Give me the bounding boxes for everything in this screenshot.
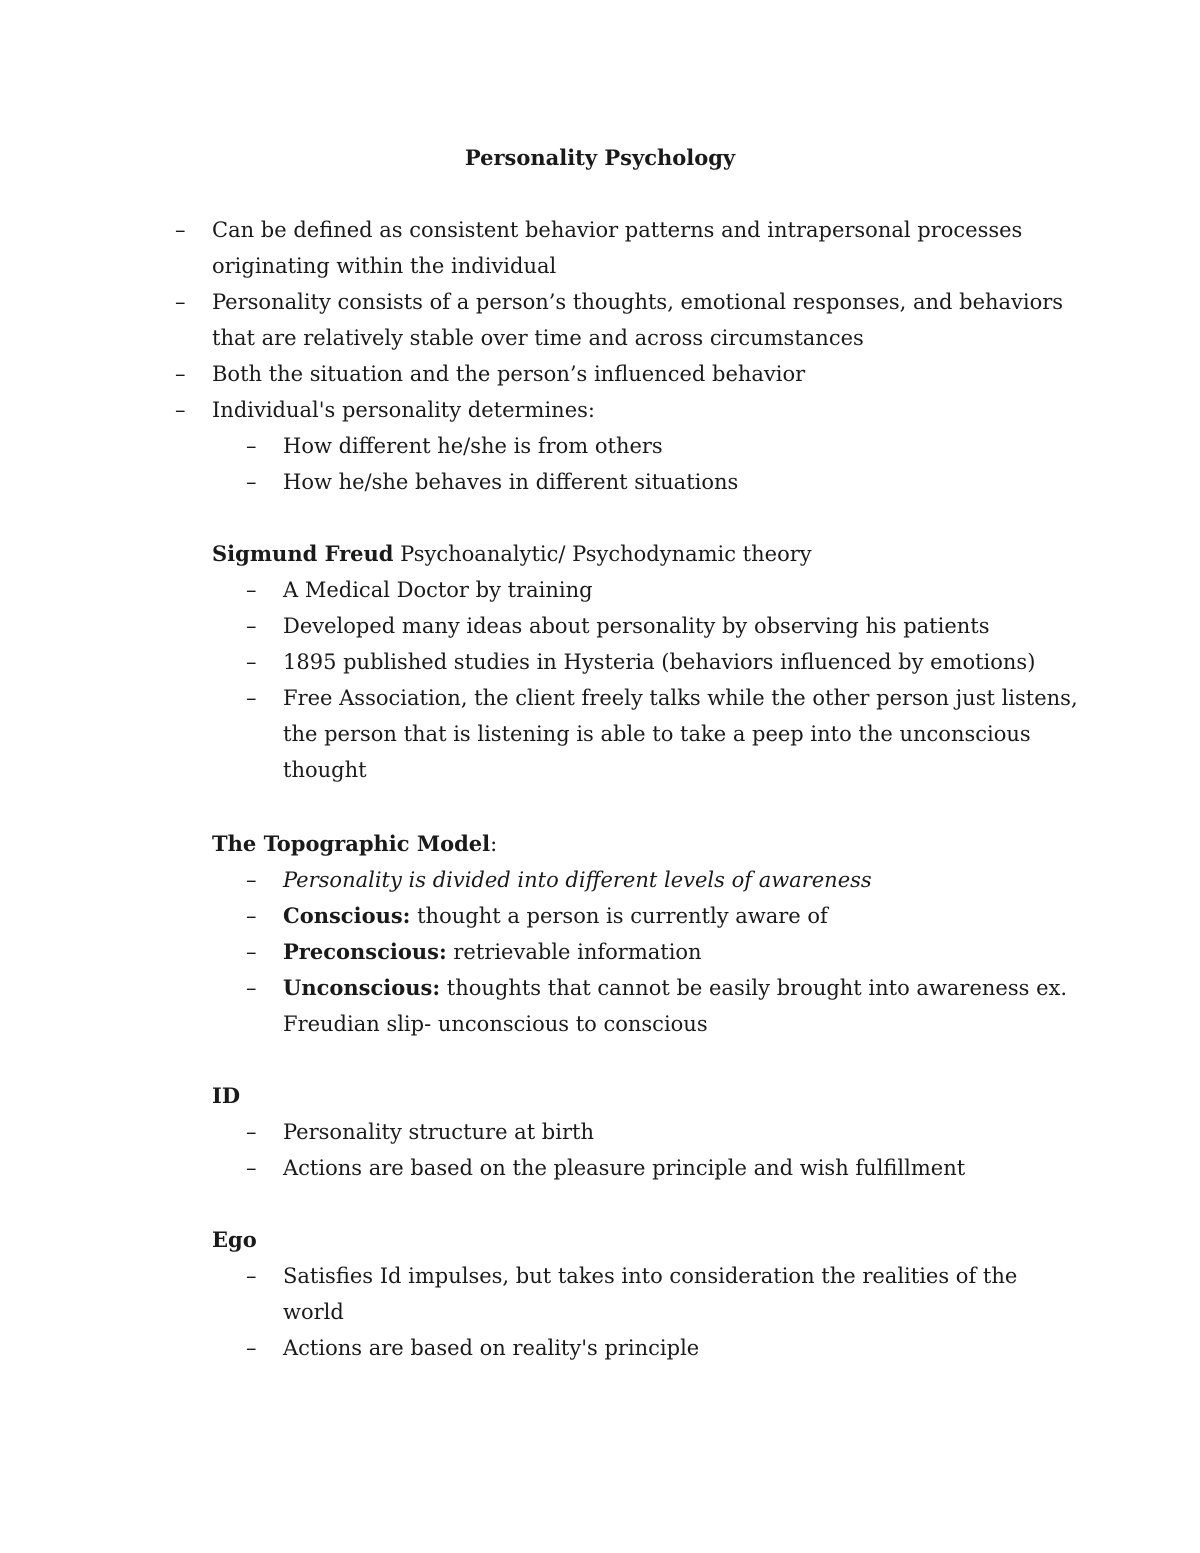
freud-item-3: 1895 published studies in Hysteria (behaviors influenced by emotions) [283,650,1036,674]
bullet-dash: – [246,1336,257,1360]
document-title: Personality Psychology [464,145,736,170]
freud-heading-theory: Psychoanalytic/ Psychodynamic theory [393,542,812,566]
freud-heading-name: Sigmund Freud [212,541,394,566]
bullet-dash: – [246,868,257,892]
intro-item-1-line-1: Can be defined as consistent behavior patterns and intrapersonal processes [212,218,1023,242]
topographic-heading-text: The Topographic Model [212,831,491,856]
unconscious-term: Unconscious: [283,975,441,1000]
ego-item-1-line-2: world [283,1300,344,1324]
bullet-dash: – [175,398,186,422]
intro-item-1-line-2: originating within the individual [212,254,557,278]
freud-item-4-line-3: thought [283,758,367,782]
topographic-item-1: Personality is divided into different levels of awareness [283,868,872,892]
freud-heading [212,536,812,572]
topographic-heading [212,826,497,862]
bullet-dash: – [175,362,186,386]
topographic-item-2 [283,898,828,934]
intro-item-4: Individual's personality determines: [212,398,595,422]
bullet-dash: – [246,650,257,674]
bullet-dash: – [246,976,257,1000]
bullet-dash: – [175,218,186,242]
id-heading: ID [212,1083,241,1108]
topographic-item-3 [283,934,702,970]
bullet-dash: – [246,940,257,964]
intro-item-3: Both the situation and the person’s influenced behavior [212,362,806,386]
ego-heading: Ego [212,1227,257,1252]
ego-item-2: Actions are based on reality's principle [283,1336,700,1360]
preconscious-definition: retrievable information [446,940,702,964]
bullet-dash: – [175,290,186,314]
freud-item-1: A Medical Doctor by training [283,578,593,602]
ego-item-1-line-1: Satisfies Id impulses, but takes into consideration the realities of the [283,1264,1018,1288]
freud-item-2: Developed many ideas about personality by observing his patients [283,614,990,638]
id-item-2: Actions are based on the pleasure principle and wish fulfillment [283,1156,966,1180]
id-item-1: Personality structure at birth [283,1120,594,1144]
bullet-dash: – [246,1156,257,1180]
topographic-item-4 [283,970,1067,1006]
conscious-term: Conscious: [283,903,411,928]
freud-item-4-line-1: Free Association, the client freely talks while the other person just listens, [283,686,1078,710]
unconscious-definition: thoughts that cannot be easily brought into awareness ex. [440,976,1068,1000]
bullet-dash: – [246,578,257,602]
freud-item-4-line-2: the person that is listening is able to take a peep into the unconscious [283,722,1031,746]
bullet-dash: – [246,1264,257,1288]
topographic-heading-colon: : [490,832,498,856]
bullet-dash: – [246,904,257,928]
preconscious-term: Preconscious: [283,939,447,964]
bullet-dash: – [246,614,257,638]
conscious-definition: thought a person is currently aware of [410,904,828,928]
intro-item-2-line-1: Personality consists of a person’s thoughts, emotional responses, and behaviors [212,290,1064,314]
intro-item-2-line-2: that are relatively stable over time and across circumstances [212,326,864,350]
bullet-dash: – [246,686,257,710]
bullet-dash: – [246,1120,257,1144]
bullet-dash: – [246,470,257,494]
intro-subitem-2: How he/she behaves in different situations [283,470,739,494]
topographic-item-4-continued: Freudian slip- unconscious to conscious [283,1012,708,1036]
intro-subitem-1: How different he/she is from others [283,434,663,458]
bullet-dash: – [246,434,257,458]
